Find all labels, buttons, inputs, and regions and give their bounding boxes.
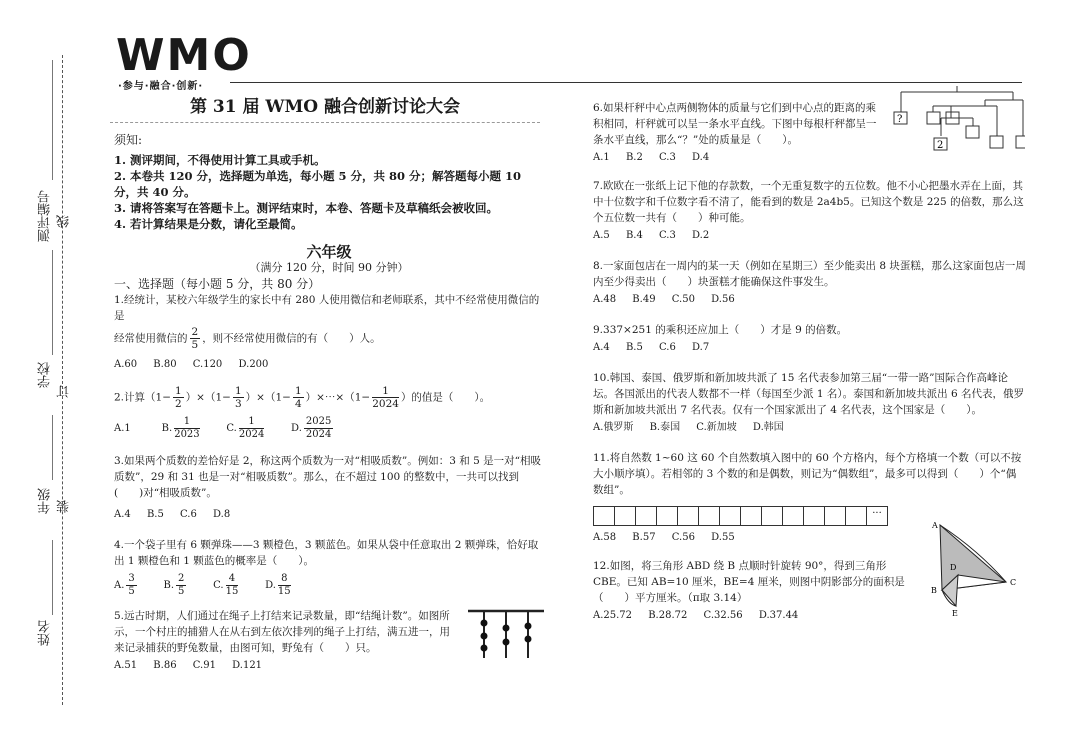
triangle-figure <box>928 520 1018 620</box>
question-4 <box>114 537 544 598</box>
q1-fraction: $\frac{2}{5}$ <box>191 326 199 351</box>
grid-ellipsis: ··· <box>866 506 888 526</box>
notice-4: 4. 若计算结果是分数，请化至最简。 <box>114 217 303 231</box>
q12-text: 12.如图，将三角形 ABD 绕 B 点顺时针旋转 90°，得到三角形 CBE。已知 AB=10 厘米，BE=4 厘米，则图中阴影部分的面积是（ ）平方厘米。（π取 3.14） <box>593 560 905 604</box>
grid-cell <box>782 506 804 526</box>
point-e: E <box>952 609 958 618</box>
page-title: 第 31 届 WMO 融合创新讨论大会 <box>189 97 461 117</box>
q9-text: 9.337×251 的乘积还应加上（ ）才是 9 的倍数。 <box>593 324 848 336</box>
question-10 <box>593 370 1026 436</box>
q4-text: 4.一个袋子里有 6 颗弹珠——3 颗橙色，3 颗蓝色。如果从袋中任意取出 2 颗弹珠，恰好取出 1 颗橙色和 1 颗蓝色的概率是（ ）。 <box>114 539 539 567</box>
q11-options: A.58 B.57 C.56 D.55 <box>593 532 735 543</box>
bind-mark: 订 <box>57 385 72 398</box>
fill-line <box>52 540 53 615</box>
q6-text: 6.如果杆秤中心点两侧物体的质量与它们到中心点的距离的乘积相同，杆秤就可以呈一条水平直线。下图中每根杆秤都呈一条水平直线，那么“？”处的质量是（ ）。 <box>593 102 877 146</box>
q10-text: 10.韩国、泰国、俄罗斯和新加坡共派了 15 名代表参加第三届“一带一路”国际合作高峰论坛。各国派出的代表人数都不一样（每国至少派 1 名）。泰国和新加坡共派出 6 名代表，俄罗斯和新加坡共派出 7 名代表。仅有一个国家派出了 4 名代表，这个国家是（ ）。 <box>593 372 1024 416</box>
q3-text: 3.如果两个质数的差恰好是 2，称这两个质数为一对“相吸质数”。例如：3 和 5 是一对“相吸质数”，29 和 31 也是一对“相吸质数”。那么，在不超过 100 的整数中，一共可以找到( )对“相吸质数”。 <box>114 455 542 499</box>
q7-options: A.5 B.4 C.3 D.2 <box>593 230 710 241</box>
q6-options: A.1 B.2 C.3 D.4 <box>593 152 710 163</box>
balance-figure <box>889 86 1025 170</box>
q3-options: A.4 B.5 C.6 D.8 <box>114 509 231 520</box>
fill-line <box>52 250 53 355</box>
q10-options: A.俄罗斯 B.泰国 C.新加坡 D.韩国 <box>593 422 784 433</box>
right-column <box>593 100 1026 626</box>
school-label: 学校 <box>38 362 53 388</box>
question-5 <box>114 608 544 674</box>
name-label: 姓名 <box>38 620 53 646</box>
point-c: C <box>1010 578 1017 587</box>
q12-options: A.25.72 B.28.72 C.32.56 D.37.44 <box>593 610 799 621</box>
knot-figure <box>466 608 546 662</box>
question-9 <box>593 322 1026 356</box>
grid-cell <box>845 506 867 526</box>
staple-mark: 装 <box>57 500 72 513</box>
q5-options: A.51 B.86 C.91 D.121 <box>114 660 263 671</box>
q1-options: A.60 B.80 C.120 D.200 <box>114 359 269 370</box>
q4-options: A. $\frac{3}{5}$ B. $\frac{2}{5}$ C. $\frac{4}{15}$ D. $\frac{8}{15}$ <box>114 573 291 597</box>
grade-label: 年级 <box>38 488 53 514</box>
q5-text: 5.远古时期，人们通过在绳子上打结来记录数量，即“结绳计数”。如图所示，一个村庄的捕猎人在从右到左依次排列的绳子上打结，满五进一，用来记录捕获的野兔数量，由图可知，野兔有（ ）只。 <box>114 610 450 654</box>
q8-options: A.48 B.49 C.50 D.56 <box>593 294 735 305</box>
grid-cell <box>677 506 699 526</box>
header-rule <box>230 82 1022 83</box>
id-label: 测评编号 <box>38 190 53 242</box>
notice-1: 1. 测评期间，不得使用计算工具或手机。 <box>114 153 326 167</box>
left-column <box>114 132 544 676</box>
wmo-logo <box>116 30 252 92</box>
title-rule <box>110 122 540 123</box>
section-heading: 一、选择题（每小题 5 分，共 80 分） <box>114 277 321 291</box>
exam-subtitle: （满分 120 分，时间 90 分钟） <box>249 261 409 274</box>
q9-options: A.4 B.5 C.6 D.7 <box>593 342 710 353</box>
question-3 <box>114 453 544 523</box>
question-6 <box>593 100 1026 166</box>
logo-text: WMO <box>116 30 252 81</box>
grid-cell <box>803 506 825 526</box>
q1-text: 1.经统计，某校六年级学生的家长中有 280 人使用微信和老师联系，其中不经常使用微信的是 <box>114 294 540 322</box>
question-2: 2.计算（1− $\frac{1}{2}$ ）×（1− $\frac{1}{3}$ ）×（1− $\frac{1}{4}$ ）×⋯×（1− $\frac{1}{2024}$ ）的值是（ ）。 A.1 B. $\frac{1}{2023}$ C. $\frac{1}{2024}$ D. $\frac{2025}{2024}$ <box>114 385 544 441</box>
notice-2: 2. 本卷共 120 分，选择题为单选，每小题 5 分，共 80 分；解答题每小题 10 分，共 40 分。 <box>114 169 522 199</box>
q1-text2: 经常使用微信的 <box>114 332 188 345</box>
grade-heading: 六年级 <box>306 243 352 261</box>
binding-margin <box>0 0 80 739</box>
grid-cell <box>719 506 741 526</box>
fill-line <box>52 415 53 480</box>
line-mark: 线 <box>57 215 72 228</box>
grid-cell <box>698 506 720 526</box>
weight-two: 2 <box>937 140 944 151</box>
unknown-weight: ? <box>897 114 903 125</box>
grid-cell <box>761 506 783 526</box>
q8-text: 8.一家面包店在一周内的某一天（例如在星期三）至少能卖出 8 块蛋糕，那么这家面包店一周内至少得卖出（ ）块蛋糕才能确保这件事发生。 <box>593 260 1026 288</box>
question-8 <box>593 258 1026 308</box>
grid-cell <box>635 506 657 526</box>
fill-line <box>52 60 53 180</box>
question-1 <box>114 292 544 373</box>
grid-cell <box>824 506 846 526</box>
point-d: D <box>950 563 957 572</box>
notice-heading: 须知: <box>114 133 143 147</box>
cut-line <box>62 55 63 705</box>
q11-text: 11.将自然数 1~60 这 60 个自然数填入图中的 60 个方格内，每个方格填一个数（可以不按大小顺序填）。若相邻的 3 个数的和是偶数，则记为“偶数组”，最多可以得到（ ）个“偶数组”。 <box>593 452 1022 496</box>
grid-cell <box>656 506 678 526</box>
notice-3: 3. 请将答案写在答题卡上。测评结束时，本卷、答题卡及草稿纸会被收回。 <box>114 201 499 215</box>
point-b: B <box>931 586 937 595</box>
question-7 <box>593 178 1026 244</box>
grid-cell <box>740 506 762 526</box>
point-a: A <box>932 521 938 530</box>
q2-options: A.1 B. $\frac{1}{2023}$ C. $\frac{1}{2024}$ D. $\frac{2025}{2024}$ <box>114 416 332 440</box>
q1-text3: ，则不经常使用微信的有（ ）人。 <box>202 332 381 345</box>
grid-cell <box>593 506 615 526</box>
q7-text: 7.欧欧在一张纸上记下他的存款数，一个无重复数字的五位数。他不小心把墨水弄在上面，其中十位数字和千位数字看不清了，能看到的数是 2a4b5。已知这个数是 225 的倍数，那么这个五位数一共有（ ）种可能。 <box>593 180 1024 224</box>
logo-slogan: ·参与·融合·创新· <box>118 81 204 92</box>
grid-cell <box>614 506 636 526</box>
